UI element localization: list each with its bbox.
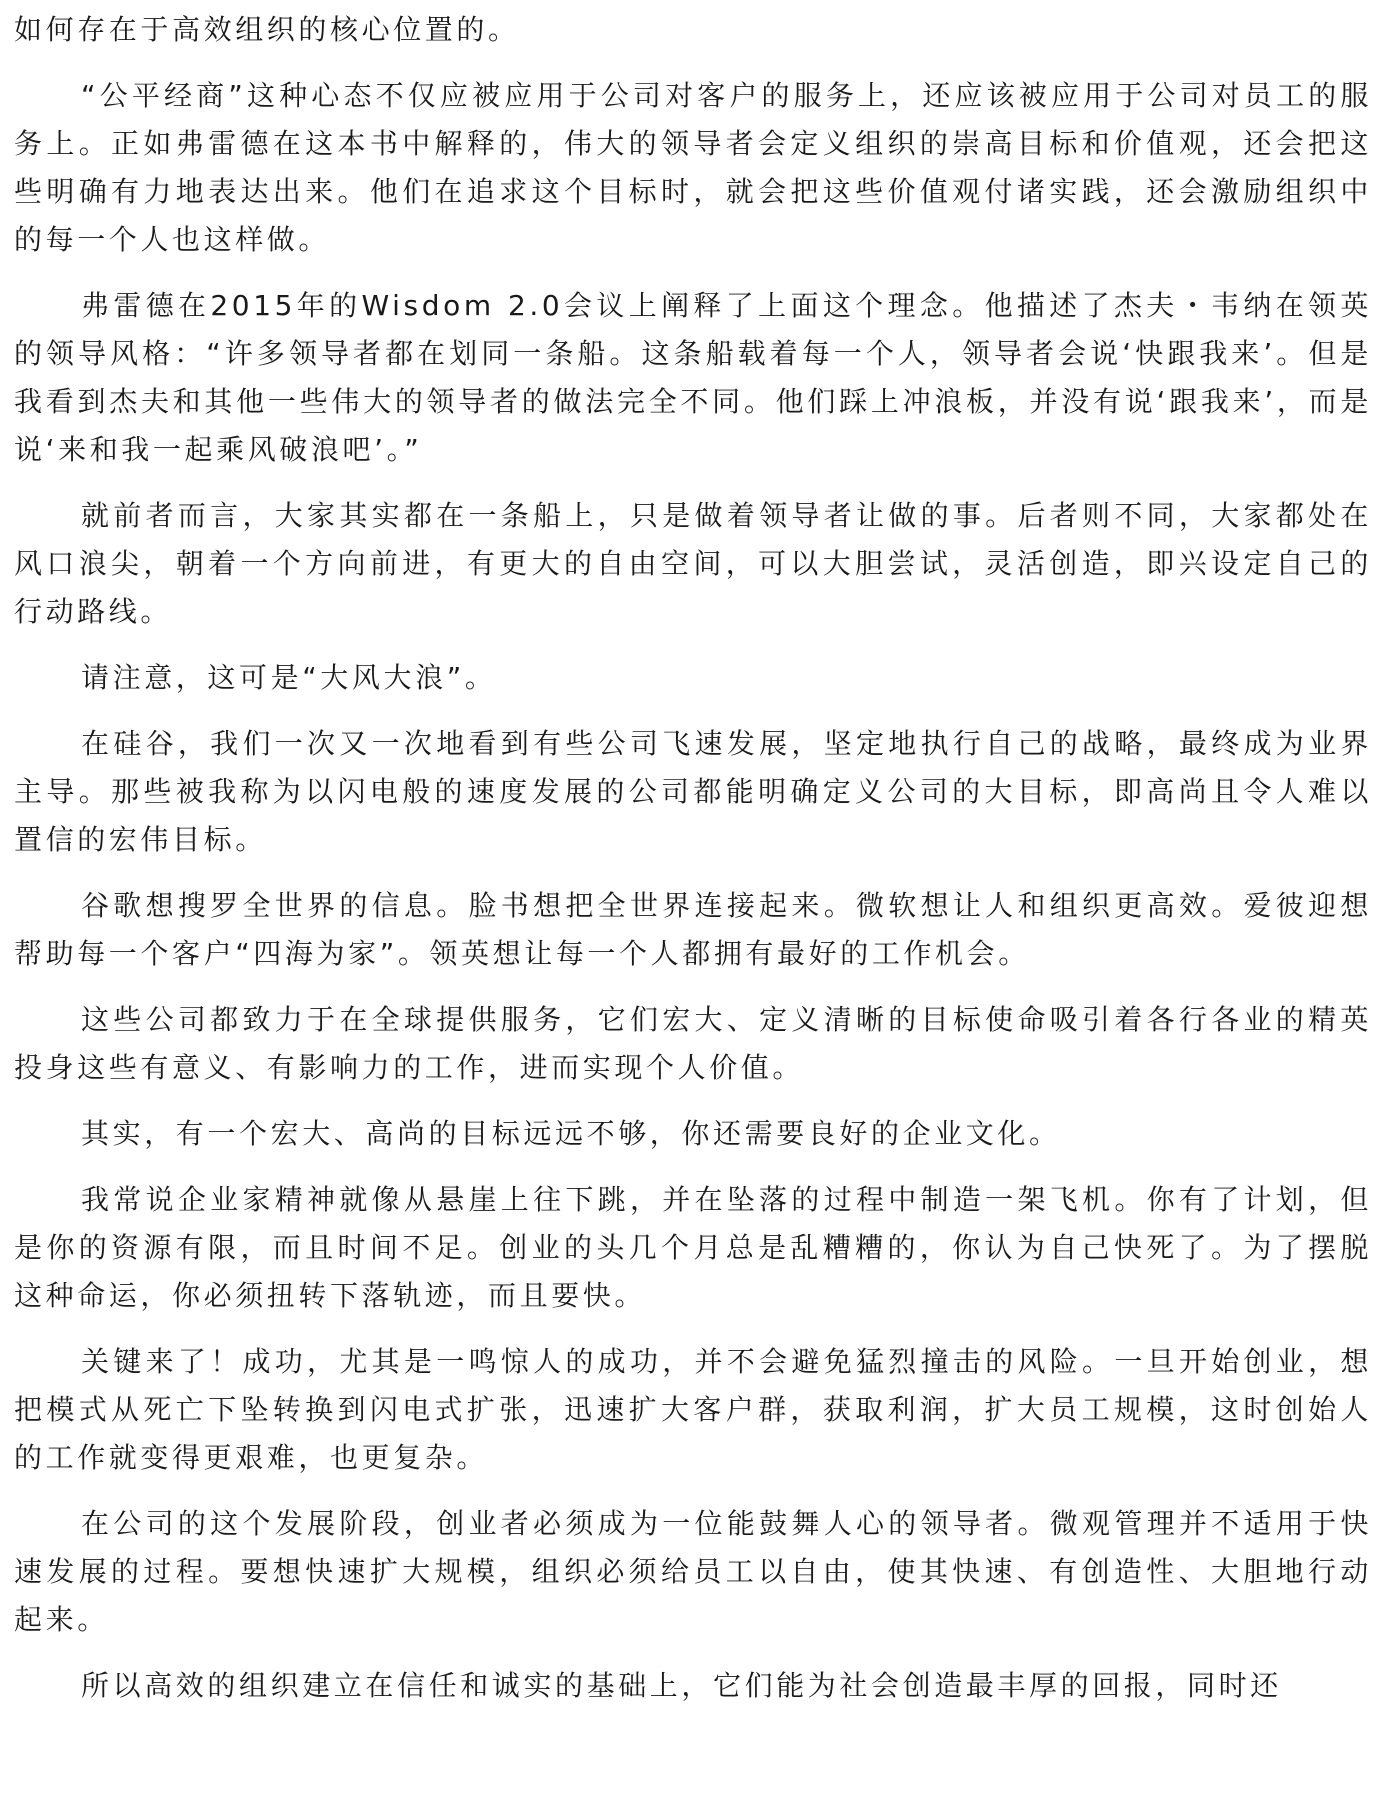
paragraph-3: 弗雷德在2015年的Wisdom 2.0会议上阐释了上面这个理念。他描述了杰夫・韦纳在领英的领导风格：“许多领导者都在划同一条船。这条船载着每一个人，领导者会说‘快跟我来’。但是我看到杰夫和其他一些伟大的领导者的做法完全不同。他们踩上冲浪板，并没有说‘跟我来’，而是说‘来和我一起乘风破浪吧’。”	[14, 289, 1372, 466]
paragraph-1: 如何存在于高效组织的核心位置的。	[14, 13, 520, 46]
paragraph-5: 请注意，这可是“大风大浪”。	[81, 661, 497, 694]
paragraph-10: 我常说企业家精神就像从悬崖上往下跳，并在坠落的过程中制造一架飞机。你有了计划，但是你的资源有限，而且时间不足。创业的头几个月总是乱糟糟的，你认为自己快死了。为了摆脱这种命运，你必须扭转下落轨迹，而且要快。	[14, 1183, 1372, 1312]
paragraph-4: 就前者而言，大家其实都在一条船上，只是做着领导者让做的事。后者则不同，大家都处在风口浪尖，朝着一个方向前进，有更大的自由空间，可以大胆尝试，灵活创造，即兴设定自己的行动路线。	[14, 499, 1372, 628]
paragraph-13: 所以高效的组织建立在信任和诚实的基础上，它们能为社会创造最丰厚的回报，同时还	[81, 1669, 1282, 1702]
paragraph-11: 关键来了！成功，尤其是一鸣惊人的成功，并不会避免猛烈撞击的风险。一旦开始创业，想把模式从死亡下坠转换到闪电式扩张，迅速扩大客户群，获取利润，扩大员工规模，这时创始人的工作就变得更艰难，也更复杂。	[14, 1345, 1372, 1474]
paragraph-12: 在公司的这个发展阶段，创业者必须成为一位能鼓舞人心的领导者。微观管理并不适用于快速发展的过程。要想快速扩大规模，组织必须给员工以自由，使其快速、有创造性、大胆地行动起来。	[14, 1507, 1372, 1636]
paragraph-6: 在硅谷，我们一次又一次地看到有些公司飞速发展，坚定地执行自己的战略，最终成为业界主导。那些被我称为以闪电般的速度发展的公司都能明确定义公司的大目标，即高尚且令人难以置信的宏伟目标。	[14, 727, 1372, 856]
document-page	[14, 0, 1372, 1800]
paragraph-8: 这些公司都致力于在全球提供服务，它们宏大、定义清晰的目标使命吸引着各行各业的精英投身这些有意义、有影响力的工作，进而实现个人价值。	[14, 1003, 1372, 1084]
paragraph-2: “公平经商”这种心态不仅应被应用于公司对客户的服务上，还应该被应用于公司对员工的服务上。正如弗雷德在这本书中解释的，伟大的领导者会定义组织的崇高目标和价值观，还会把这些明确有力地表达出来。他们在追求这个目标时，就会把这些价值观付诸实践，还会激励组织中的每一个人也这样做。	[14, 79, 1372, 256]
paragraph-7: 谷歌想搜罗全世界的信息。脸书想把全世界连接起来。微软想让人和组织更高效。爱彼迎想帮助每一个客户“四海为家”。领英想让每一个人都拥有最好的工作机会。	[14, 889, 1372, 970]
paragraph-9: 其实，有一个宏大、高尚的目标远远不够，你还需要良好的企业文化。	[81, 1117, 1061, 1150]
